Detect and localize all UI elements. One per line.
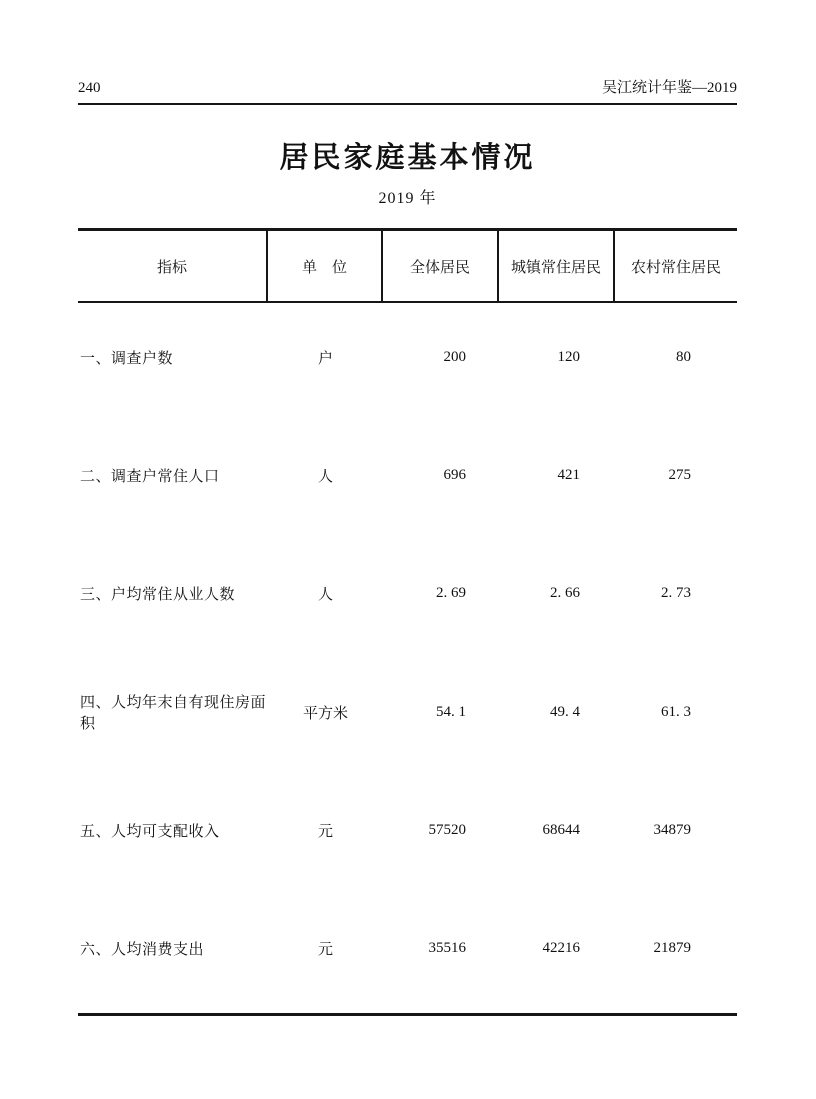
value-all-cell: 35516 [428, 940, 466, 957]
value-rural-cell: 61. 3 [661, 703, 691, 720]
unit-cell: 平方米 [302, 705, 348, 722]
basic-info-table [78, 228, 737, 1016]
value-urban-cell: 68644 [542, 821, 580, 838]
value-rural-cell: 80 [676, 348, 691, 365]
table-row [78, 776, 737, 894]
value-urban-cell: 120 [557, 348, 580, 365]
value-urban-cell: 42216 [542, 940, 580, 957]
table-row [78, 540, 737, 658]
running-head [78, 76, 737, 105]
table-row [78, 658, 737, 776]
page-subtitle: 2019 年 [378, 190, 437, 207]
yearbook-title: 吴江统计年鉴—2019 [601, 80, 737, 96]
column-header-rural-residents: 农村常住居民 [630, 259, 721, 276]
value-all-cell: 2. 69 [436, 585, 466, 602]
unit-cell: 户 [317, 350, 333, 367]
indicator-cell: 五、人均可支配收入 [80, 823, 220, 840]
page-title: 居民家庭基本情况 [279, 142, 536, 174]
value-rural-cell: 21879 [653, 940, 691, 957]
value-rural-cell: 275 [668, 466, 691, 483]
page-number: 240 [78, 80, 101, 96]
indicator-cell: 二、调查户常住人口 [80, 468, 220, 485]
unit-cell: 人 [317, 468, 333, 485]
table-header-row [78, 231, 737, 303]
value-rural-cell: 34879 [653, 821, 691, 838]
column-header-all-residents: 全体居民 [383, 231, 499, 301]
column-header-unit: 单 位 [268, 231, 383, 301]
indicator-cell: 四、人均年末自有现住房面积 [80, 695, 267, 733]
indicator-cell: 三、户均常住从业人数 [80, 587, 236, 604]
value-urban-cell: 2. 66 [550, 585, 580, 602]
table-row [78, 421, 737, 539]
value-all-cell: 54. 1 [436, 703, 466, 720]
indicator-cell: 六、人均消费支出 [80, 942, 205, 959]
table-row [78, 895, 737, 1013]
unit-cell: 人 [317, 587, 333, 604]
value-rural-cell: 2. 73 [661, 585, 691, 602]
unit-cell: 元 [317, 823, 333, 840]
value-all-cell: 200 [443, 348, 466, 365]
column-header-urban-residents: 城镇常住居民 [499, 231, 615, 301]
value-all-cell: 696 [443, 466, 466, 483]
indicator-cell: 一、调查户数 [80, 350, 174, 367]
value-urban-cell: 49. 4 [550, 703, 580, 720]
value-urban-cell: 421 [557, 466, 580, 483]
table-row [78, 303, 737, 421]
value-all-cell: 57520 [428, 821, 466, 838]
unit-cell: 元 [317, 942, 333, 959]
column-header-indicator: 指标 [78, 231, 268, 301]
